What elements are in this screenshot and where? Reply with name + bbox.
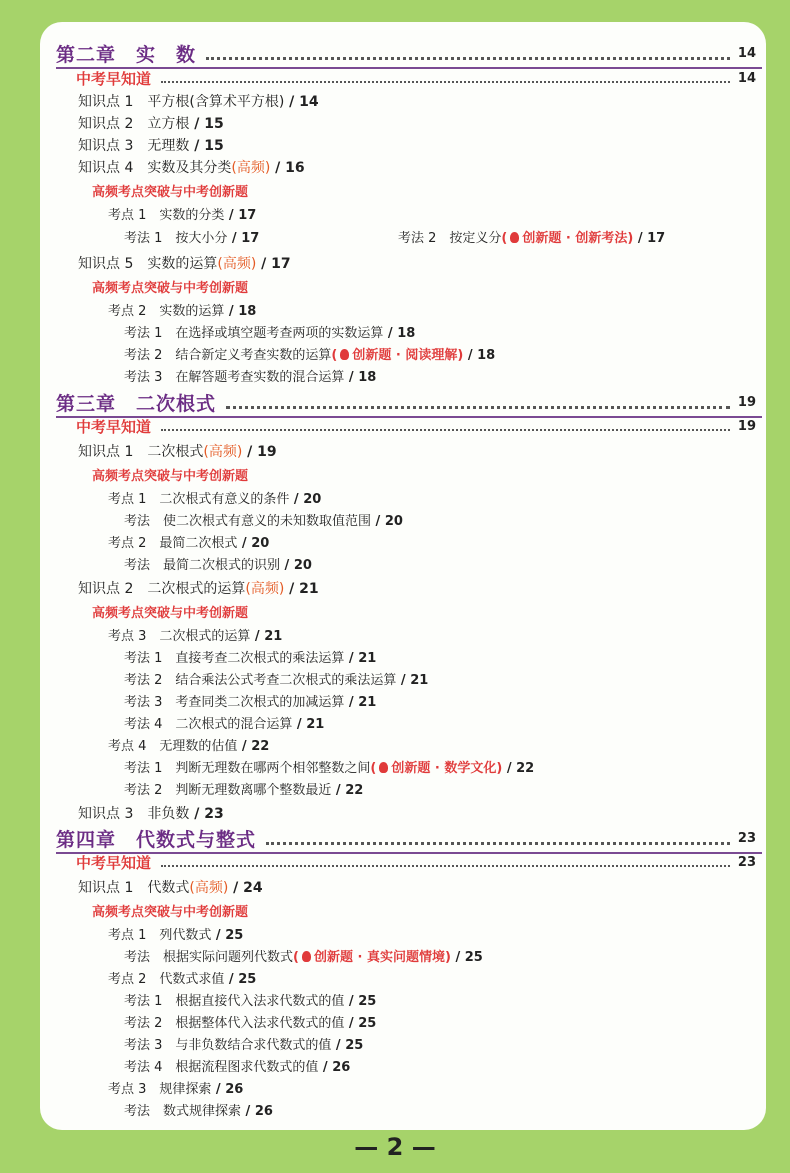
toc-entry[interactable]: [78, 253, 291, 273]
chapter-heading[interactable]: [56, 40, 756, 66]
toc-entry[interactable]: [124, 1100, 273, 1119]
entry-page: / 17: [633, 231, 666, 246]
chapter-heading[interactable]: [56, 825, 756, 851]
entry-page: / 18: [463, 348, 496, 363]
toc-entry[interactable]: [108, 532, 269, 551]
entry-text: 知识点 1 二次根式: [78, 444, 204, 460]
toc-entry[interactable]: 考法 2 按定义分( 创新题 · 创新考法) / 17: [398, 231, 666, 246]
entry-page: / 22: [502, 761, 535, 776]
entry-text: 知识点 2 二次根式的运算: [78, 581, 246, 597]
chapter-title: 第四章 代数式与整式: [56, 828, 257, 851]
entry-text: 考点 2 实数的运算: [108, 304, 225, 319]
toc-entry[interactable]: [78, 441, 277, 461]
toc-entry[interactable]: [124, 990, 376, 1009]
entry-text: 考法 2 结合新定义考查实数的运算: [124, 348, 332, 363]
entry-text: 考法 最简二次根式的识别: [124, 558, 281, 573]
entry-text: 考点 4 无理数的估值: [108, 739, 238, 754]
toc-entry[interactable]: [78, 803, 224, 823]
chapter-page: 23: [737, 830, 756, 846]
lightbulb-icon: [302, 951, 311, 962]
entry-page: / 15: [189, 138, 224, 154]
entry-text: 考法 4 二次根式的混合运算: [124, 717, 293, 732]
toc-entry[interactable]: [124, 691, 376, 710]
entry-page: / 17: [227, 231, 260, 246]
entry-text: 知识点 4 实数及其分类: [78, 160, 232, 176]
entry-text: 考法 1 直接考查二次根式的乘法运算: [124, 651, 345, 666]
toc-entry[interactable]: [124, 713, 324, 732]
entry-page: / 19: [242, 444, 277, 460]
entry-text: 考点 3 二次根式的运算: [108, 629, 251, 644]
entry-page: / 16: [270, 160, 305, 176]
section-subheading: 高频考点突破与中考创新题: [92, 606, 249, 621]
toc-entry[interactable]: [78, 877, 263, 897]
toc-entry[interactable]: [124, 366, 376, 385]
entry-page: / 25: [224, 972, 257, 987]
toc-entry[interactable]: [78, 91, 319, 111]
entry-text: 考法 3 与非负数结合求代数式的值: [124, 1038, 332, 1053]
toc-entry[interactable]: [108, 488, 321, 507]
toc-entry[interactable]: [78, 157, 305, 177]
entry-text: 知识点 1 代数式: [78, 880, 190, 896]
entry-text: 考法 1 按大小分: [124, 231, 228, 246]
toc-entry[interactable]: [108, 204, 256, 223]
entry-page: / 25: [450, 950, 483, 965]
entry-page: / 26: [241, 1104, 273, 1119]
entry-page: / 23: [189, 806, 224, 822]
section-subheading: 高频考点突破与中考创新题: [92, 185, 249, 200]
entry-page: / 22: [331, 783, 364, 798]
leader-dots: [161, 421, 730, 431]
entry-page: / 24: [228, 880, 263, 896]
entry-text: 考法 使二次根式有意义的未知数取值范围: [124, 514, 372, 529]
entry-page: / 21: [344, 651, 377, 666]
section-subheading: 高频考点突破与中考创新题: [92, 281, 249, 296]
toc-entry[interactable]: [124, 647, 376, 666]
innovation-tag: 创新题 · 真实问题情境: [313, 950, 445, 965]
entry-text: 考法 1 在选择或填空题考查两项的实数运算: [124, 326, 384, 341]
toc-entry[interactable]: [108, 1078, 243, 1097]
zk-heading[interactable]: [76, 416, 756, 436]
entry-text: 知识点 3 非负数: [78, 806, 190, 822]
entry-text: 考点 2 代数式求值: [108, 972, 225, 987]
toc-entry[interactable]: [78, 113, 224, 133]
entry-text: 知识点 2 立方根: [78, 116, 190, 132]
chapter-title: 第三章 二次根式: [56, 392, 217, 415]
toc-entry[interactable]: [108, 735, 269, 754]
entry-text: 考法 2 结合乘法公式考查二次根式的乘法运算: [124, 673, 397, 688]
zk-label: 中考早知道: [76, 69, 152, 88]
entry-page: / 17: [256, 256, 291, 272]
toc-entry[interactable]: [124, 227, 259, 246]
leader-dots: [161, 857, 730, 867]
leader-dots: [226, 396, 730, 409]
entry-text: 考法 3 考查同类二次根式的加减运算: [124, 695, 345, 710]
innovation-tag: 创新题 · 阅读理解: [352, 348, 458, 363]
high-freq-tag: (高频): [189, 880, 229, 896]
entry-page: / 18: [344, 370, 377, 385]
toc-entry[interactable]: [124, 1034, 363, 1053]
zk-heading[interactable]: [76, 68, 756, 88]
leader-dots: [206, 47, 730, 60]
entry-page: / 20: [371, 514, 403, 529]
toc-entry[interactable]: [124, 322, 415, 341]
entry-page: / 20: [280, 558, 312, 573]
entry-text: 考法 1 判断无理数在哪两个相邻整数之间: [124, 761, 371, 776]
entry-text: 考法 4 根据流程图求代数式的值: [124, 1060, 319, 1075]
leader-dots: [161, 73, 730, 83]
innovation-tag: 创新题 · 数学文化: [391, 761, 497, 776]
innovation-tag: 创新题 · 创新考法: [522, 231, 628, 246]
chapter-heading[interactable]: [56, 389, 756, 415]
entry-page: / 21: [344, 695, 377, 710]
leader-dots: [266, 832, 730, 845]
zk-label: 中考早知道: [76, 417, 152, 436]
entry-page: / 26: [318, 1060, 351, 1075]
entry-page: / 18: [224, 304, 257, 319]
entry-page: / 25: [344, 994, 377, 1009]
zk-page: 14: [737, 70, 756, 86]
high-freq-tag: (高频): [203, 444, 243, 460]
entry-text: 考法 数式规律探索: [124, 1104, 242, 1119]
entry-text: 考点 2 最简二次根式: [108, 536, 238, 551]
entry-page: / 21: [250, 629, 283, 644]
lightbulb-icon: [379, 762, 388, 773]
toc-entry[interactable]: [124, 669, 428, 688]
toc-entry[interactable]: [108, 924, 243, 943]
entry-text: 知识点 5 实数的运算: [78, 256, 218, 272]
section-subheading: 高频考点突破与中考创新题: [92, 905, 249, 920]
toc-entry[interactable]: [78, 135, 224, 155]
high-freq-tag: (高频): [231, 160, 271, 176]
entry-page: / 18: [383, 326, 416, 341]
entry-text: 知识点 3 无理数: [78, 138, 190, 154]
entry-text: 考点 1 二次根式有意义的条件: [108, 492, 290, 507]
zk-page: 19: [737, 418, 756, 434]
entry-page: / 20: [237, 536, 270, 551]
entry-page: / 25: [211, 928, 244, 943]
toc-entry[interactable]: [124, 1012, 376, 1031]
entry-page: / 21: [292, 717, 325, 732]
entry-page: / 25: [344, 1016, 377, 1031]
toc-entry[interactable]: [124, 554, 312, 573]
high-freq-tag: (高频): [245, 581, 285, 597]
entry-page: / 17: [224, 208, 257, 223]
zk-heading[interactable]: [76, 852, 756, 872]
entry-text: 考法 根据实际问题列代数式: [124, 950, 294, 965]
entry-page: / 21: [396, 673, 429, 688]
chapter-page: 14: [737, 45, 756, 61]
toc-entry[interactable]: 考法 根据实际问题列代数式( 创新题 · 真实问题情境) / 25: [124, 950, 483, 965]
toc-entry[interactable]: [124, 510, 403, 529]
entry-page: / 25: [331, 1038, 364, 1053]
lightbulb-icon: [340, 349, 349, 360]
entry-page: / 26: [211, 1082, 244, 1097]
entry-text: 知识点 1 平方根(含算术平方根): [78, 94, 285, 110]
toc-entry[interactable]: [124, 779, 363, 798]
high-freq-tag: (高频): [217, 256, 257, 272]
toc-entry[interactable]: [108, 300, 256, 319]
entry-text: 考法 2 判断无理数离哪个整数最近: [124, 783, 332, 798]
entry-text: 考法 3 在解答题考查实数的混合运算: [124, 370, 345, 385]
chapter-title: 第二章 实 数: [56, 43, 197, 66]
section-subheading: 高频考点突破与中考创新题: [92, 469, 249, 484]
entry-text: 考法 1 根据直接代入法求代数式的值: [124, 994, 345, 1009]
toc-entry[interactable]: [78, 578, 319, 598]
entry-page: / 20: [289, 492, 322, 507]
zk-page: 23: [737, 854, 756, 870]
entry-text: 考法 2 按定义分: [398, 231, 502, 246]
entry-page: / 22: [237, 739, 270, 754]
page-number: — 2 —: [354, 1133, 436, 1161]
entry-page: / 21: [284, 581, 319, 597]
entry-text: 考点 3 规律探索: [108, 1082, 212, 1097]
chapter-page: 19: [737, 394, 756, 410]
entry-text: 考点 1 实数的分类: [108, 208, 225, 223]
entry-page: / 15: [189, 116, 224, 132]
entry-text: 考法 2 根据整体代入法求代数式的值: [124, 1016, 345, 1031]
entry-text: 考点 1 列代数式: [108, 928, 212, 943]
toc-entry[interactable]: 考法 2 结合新定义考查实数的运算( 创新题 · 阅读理解) / 18: [124, 348, 496, 363]
toc-entry[interactable]: [124, 1056, 350, 1075]
toc-entry[interactable]: 考法 1 判断无理数在哪两个相邻整数之间( 创新题 · 数学文化) / 22: [124, 761, 535, 776]
zk-label: 中考早知道: [76, 853, 152, 872]
entry-page: / 14: [284, 94, 319, 110]
toc-entry[interactable]: [108, 625, 282, 644]
toc-entry[interactable]: [108, 968, 256, 987]
lightbulb-icon: [510, 232, 519, 243]
